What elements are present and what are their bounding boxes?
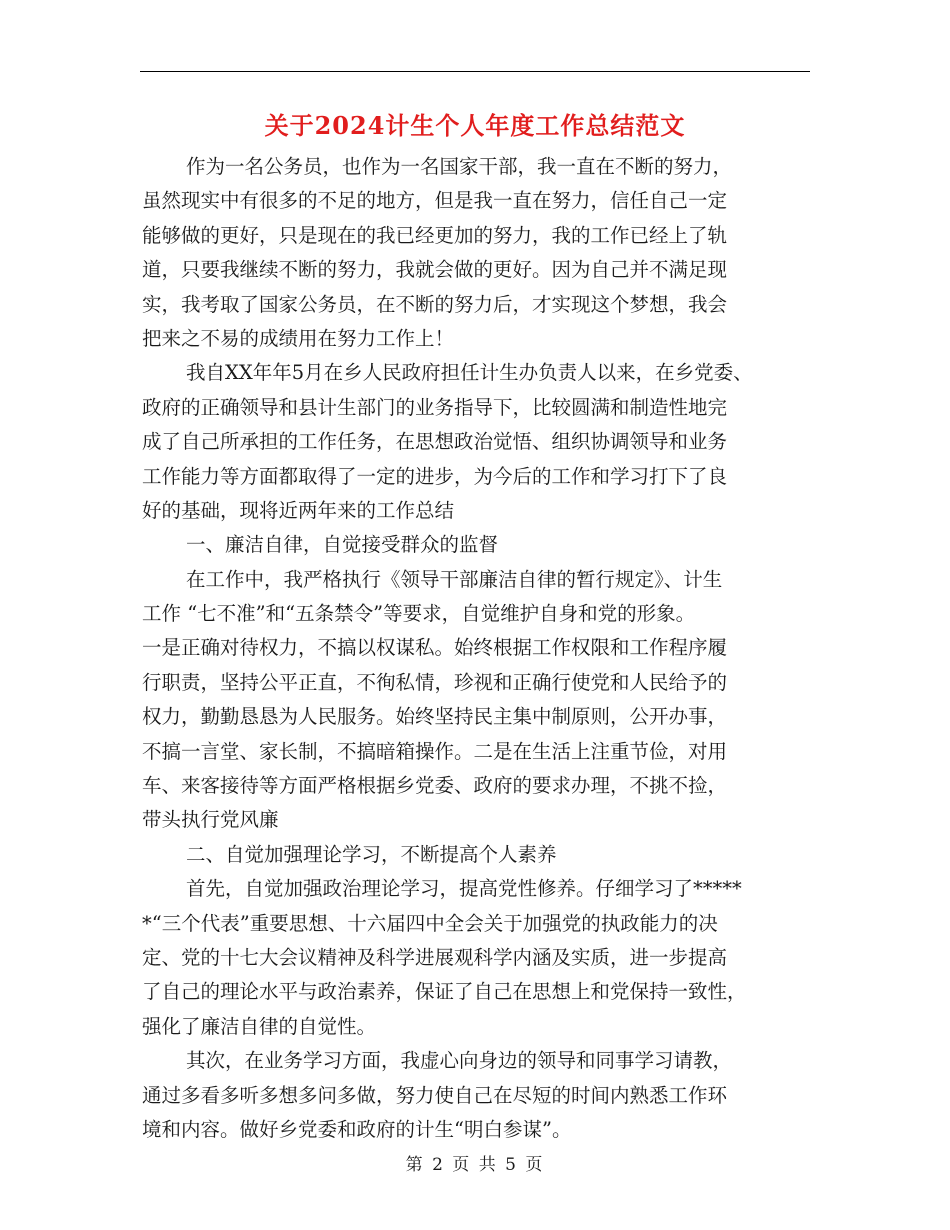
body-line: 我自XX年年5月在乡人民政府担任计生办负责人以来，在乡党委、 xyxy=(186,361,753,385)
body-line: 政府的正确领导和县计生部门的业务指导下，比较圆满和制造性地完 xyxy=(142,395,728,419)
page-number: 第 2 页 共 5 页 xyxy=(405,1155,545,1175)
body-line: 首先，自觉加强政治理论学习，提高党性修养。仔细学习了***** xyxy=(186,877,742,901)
body-line: 成了自己所承担的工作任务，在思想政治觉悟、组织协调领导和业务 xyxy=(142,430,728,454)
section-heading: 二、自觉加强理论学习，不断提高个人素养 xyxy=(186,842,557,866)
document-title: 关于2024计生个人年度工作总结范文 xyxy=(264,111,686,140)
header-rule xyxy=(140,71,810,72)
body-line: 通过多看多听多想多问多做，努力使自己在尽短的时间内熟悉工作环 xyxy=(142,1083,728,1107)
document-body xyxy=(142,150,810,1147)
body-line: 工作 “七不准”和“五条禁令”等要求，自觉维护自身和党的形象。 xyxy=(142,602,696,626)
body-line: 道，只要我继续不断的努力，我就会做的更好。因为自己并不满足现 xyxy=(142,258,728,282)
body-line: 权力，勤勤恳恳为人民服务。始终坚持民主集中制原则，公开办事， xyxy=(142,705,728,729)
body-line: 车、来客接待等方面严格根据乡党委、政府的要求办理，不挑不捡， xyxy=(142,774,728,798)
body-line: 不搞一言堂、家长制，不搞暗箱操作。二是在生活上注重节俭，对用 xyxy=(142,739,728,763)
body-line: 一是正确对待权力，不搞以权谋私。始终根据工作权限和工作程序履 xyxy=(142,636,728,660)
body-line: 行职责，坚持公平正直，不徇私情，珍视和正确行使党和人民给予的 xyxy=(142,670,728,694)
body-line: 了自己的理论水平与政治素养，保证了自己在思想上和党保持一致性， xyxy=(142,980,747,1004)
body-line: 虽然现实中有很多的不足的地方，但是我一直在努力，信任自己一定 xyxy=(142,189,728,213)
body-line: 其次，在业务学习方面，我虚心向身边的领导和同事学习请教， xyxy=(186,1049,733,1073)
body-line: 工作能力等方面都取得了一定的进步，为今后的工作和学习打下了良 xyxy=(142,464,728,488)
body-line: 作为一名公务员，也作为一名国家干部，我一直在不断的努力， xyxy=(186,155,733,178)
body-line: 带头执行党风廉 xyxy=(142,808,279,832)
body-line: 把来之不易的成绩用在努力工作上！ xyxy=(142,326,455,350)
body-line: 能够做的更好，只是现在的我已经更加的努力，我的工作已经上了轨 xyxy=(142,223,728,247)
body-line: 定、党的十七大会议精神及科学进展观科学内涵及实质，进一步提高 xyxy=(142,945,728,969)
body-line: 实，我考取了国家公务员，在不断的努力后，才实现这个梦想，我会 xyxy=(142,292,728,316)
body-line: 境和内容。做好乡党委和政府的计生“明白参谋”。 xyxy=(142,1117,572,1141)
body-line: 强化了廉洁自律的自觉性。 xyxy=(142,1014,377,1038)
section-heading: 一、廉洁自律，自觉接受群众的监督 xyxy=(186,533,499,557)
body-line: 在工作中，我严格执行《领导干部廉洁自律的暂行规定》、计生 xyxy=(186,567,723,591)
body-line: *“三个代表”重要思想、十六届四中全会关于加强党的执政能力的决 xyxy=(142,911,718,935)
body-line: 好的基础，现将近两年来的工作总结 xyxy=(142,498,455,522)
